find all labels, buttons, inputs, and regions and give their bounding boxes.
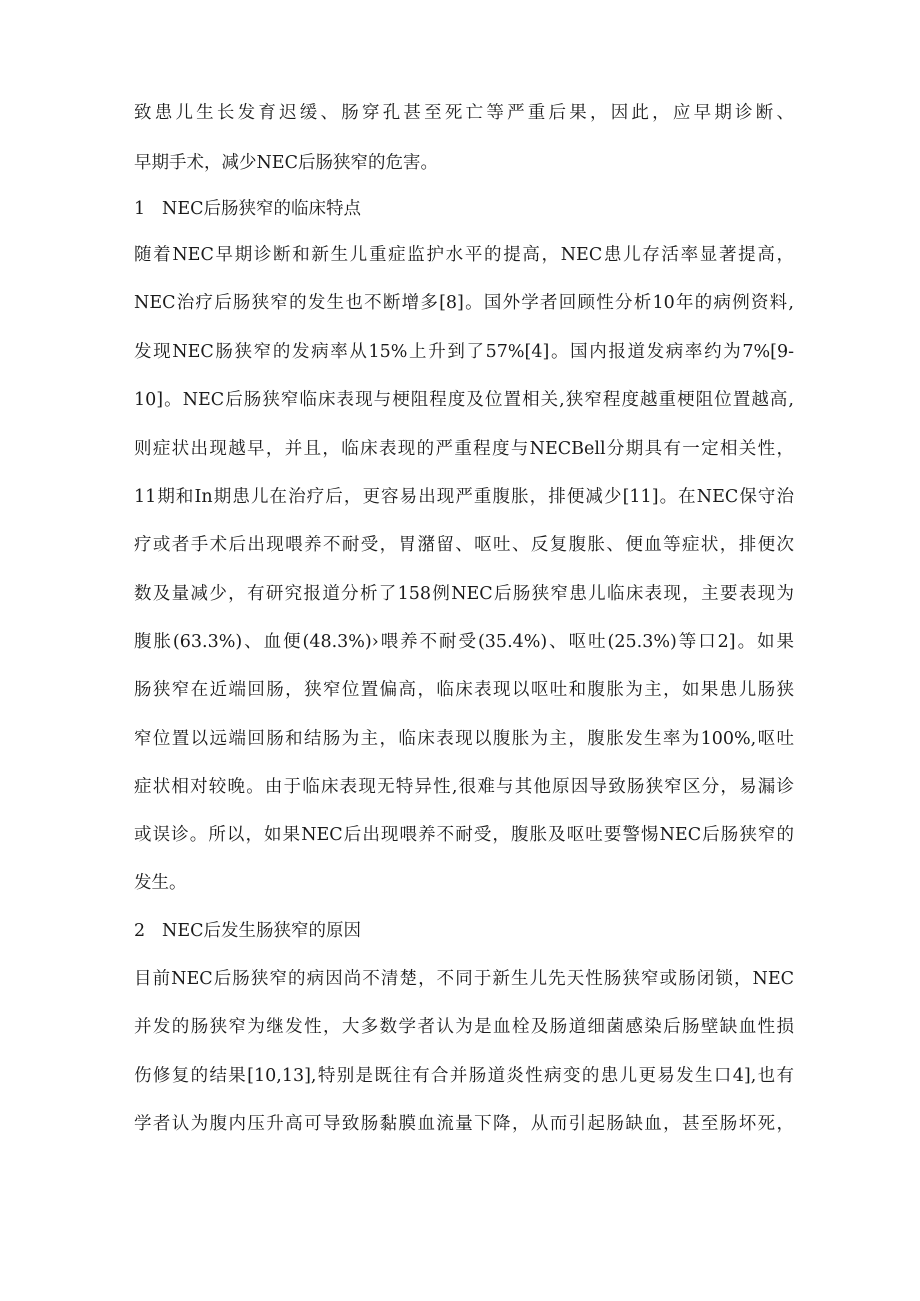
paragraph-line: 数及量减少，有研究报道分析了158例NEC后肠狭窄患儿临床表现，主要表现为 [134, 584, 794, 604]
paragraph-line: 11期和In期患儿在治疗后，更容易出现严重腹胀，排便减少[11]。在NEC保守治 [134, 487, 794, 507]
paragraph-line: 目前NEC后肠狭窄的病因尚不清楚，不同于新生儿先天性肠狭窄或肠闭锁，NEC [134, 969, 794, 989]
section-heading-2 [134, 919, 361, 943]
section-title: NEC后发生肠狭窄的原因 [162, 921, 361, 941]
section-number: 1 [134, 199, 146, 219]
paragraph-line: 致患儿生长发育迟缓、肠穿孔甚至死亡等严重后果，因此，应早期诊断、 [134, 103, 794, 123]
paragraph-line: 并发的肠狭窄为继发性，大多数学者认为是血栓及肠道细菌感染后肠壁缺血性损 [134, 1017, 794, 1037]
paragraph-line: 发生。 [134, 873, 187, 893]
paragraph-line: 伤修复的结果[10,13],特别是既往有合并肠道炎性病变的患儿更易发生口4],也有 [134, 1066, 794, 1086]
paragraph-line: 症状相对较晚。由于临床表现无特异性,很难与其他原因导致肠狭窄区分，易漏诊 [134, 777, 794, 797]
paragraph-line: 肠狭窄在近端回肠，狭窄位置偏高，临床表现以呕吐和腹胀为主，如果患儿肠狭 [134, 680, 794, 700]
section-heading-1 [134, 197, 361, 221]
paragraph-line: NEC治疗后肠狭窄的发生也不断增多[8]。国外学者回顾性分析10年的病例资料, [134, 293, 794, 313]
paragraph-line: 窄位置以远端回肠和结肠为主，临床表现以腹胀为主，腹胀发生率为100%,呕吐 [134, 729, 794, 749]
paragraph-line: 随着NEC早期诊断和新生儿重症监护水平的提高，NEC患儿存活率显著提高， [134, 245, 794, 265]
section-number: 2 [134, 921, 146, 941]
paragraph-line: 腹胀(63.3%)、血便(48.3%)›喂养不耐受(35.4%)、呕吐(25.3%)等口2]。如果 [134, 632, 794, 652]
paragraph-line: 疗或者手术后出现喂养不耐受，胃潴留、呕吐、反复腹胀、便血等症状，排便次 [134, 535, 794, 555]
paragraph-line: 发现NEC肠狭窄的发病率从15%上升到了57%[4]。国内报道发病率约为7%[9- [134, 342, 794, 362]
paragraph-line: 早期手术，减少NEC后肠狭窄的危害。 [134, 153, 438, 173]
paragraph-line: 或误诊。所以，如果NEC后出现喂养不耐受，腹胀及呕吐要警惕NEC后肠狭窄的 [134, 825, 794, 845]
paragraph-line: 10]。NEC后肠狭窄临床表现与梗阻程度及位置相关,狭窄程度越重梗阻位置越高, [134, 390, 794, 410]
paragraph-line: 则症状出现越早，并且，临床表现的严重程度与NECBell分期具有一定相关性， [134, 439, 794, 459]
section-title: NEC后肠狭窄的临床特点 [162, 199, 361, 219]
paragraph-line: 学者认为腹内压升高可导致肠黏膜血流量下降，从而引起肠缺血，甚至肠坏死， [134, 1114, 794, 1134]
